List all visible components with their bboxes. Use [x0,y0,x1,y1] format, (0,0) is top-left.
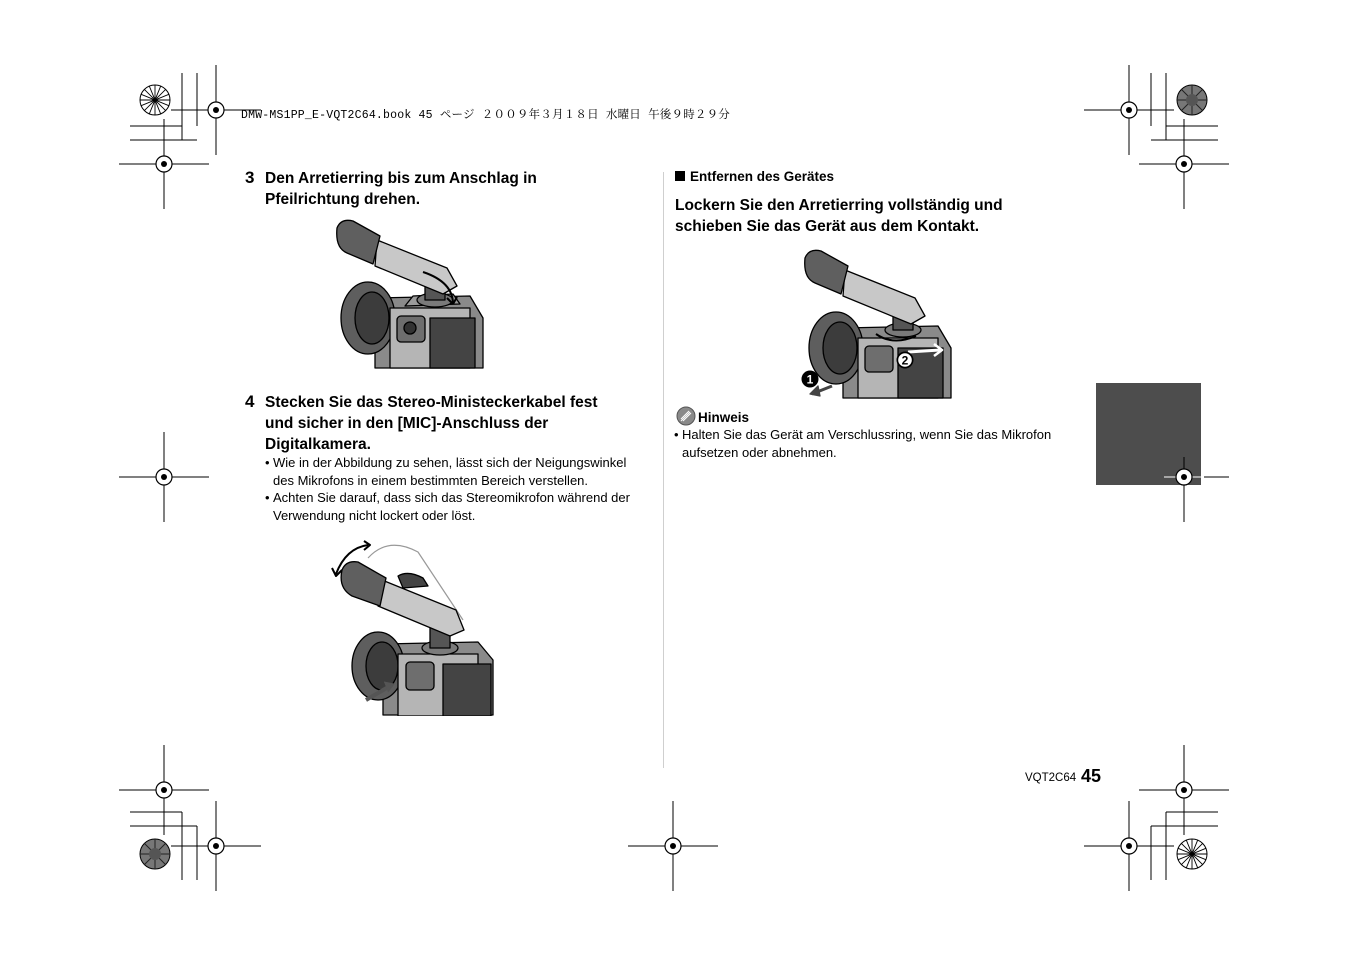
bullet-line: des Mikrofons in einem bestimmten Bereich verstellen. [273,473,589,488]
removal-instruction [675,195,1003,237]
section-title [675,169,834,184]
note-pencil-icon [676,406,696,426]
removal-line-1: Lockern Sie den Arretierring vollständig und [675,197,1003,214]
illustration-remove-device [798,248,956,400]
tab-registration-mark [1164,457,1204,497]
callout-1-text: 1 [806,372,814,387]
step-4-bullet-1 [265,454,665,490]
page-number: 45 [1081,766,1102,786]
bullet-symbol: • [265,490,270,505]
bullet-symbol: • [265,455,270,470]
step-3-text [265,168,537,210]
illustration-rotate-lock-ring [335,218,485,370]
bullet-line: Achten Sie darauf, dass sich das Stereomikrofon während der [273,490,630,505]
note-bullet [674,426,1094,462]
step-4-line-1: Stecken Sie das Stereo-Ministeckerkabel fest [265,394,598,411]
note-line-1: Halten Sie das Gerät am Verschlussring, wenn Sie das Mikrofon [682,427,1052,442]
bullet-symbol: • [674,427,679,442]
illustration-connect-cable [328,540,498,716]
callout-1-badge [800,369,820,389]
note-line-2: aufsetzen oder abnehmen. [682,445,837,460]
step-4-line-2: und sicher in den [MIC]-Anschluss der [265,415,549,432]
document-code: VQT2C64 [1025,772,1077,784]
section-title-text: Entfernen des Gerätes [690,169,835,184]
note-title: Hinweis [698,410,750,425]
step-4-text [265,392,598,455]
step-3-number: 3 [245,168,255,187]
file-info-header: DMW-MS1PP_E-VQT2C64.book 45 ページ ２００９年３月１８日 水曜日 午後９時２９分 [241,109,731,122]
callout-2-text: 2 [901,353,909,368]
bullet-line: Verwendung nicht lockert oder löst. [273,508,476,523]
removal-line-2: schieben Sie das Gerät aus dem Kontakt. [675,218,980,235]
callout-2-badge [895,350,915,370]
step-3-line-2: Pfeilrichtung drehen. [265,191,421,208]
step-4-line-3: Digitalkamera. [265,436,371,453]
step-3-line-1: Den Arretierring bis zum Anschlag in [265,170,537,187]
step-4-bullet-2 [265,489,665,525]
step-4-number: 4 [245,392,255,411]
bullet-line: Wie in der Abbildung zu sehen, lässt sich der Neigungswinkel [273,455,627,470]
square-bullet-icon [675,171,685,181]
